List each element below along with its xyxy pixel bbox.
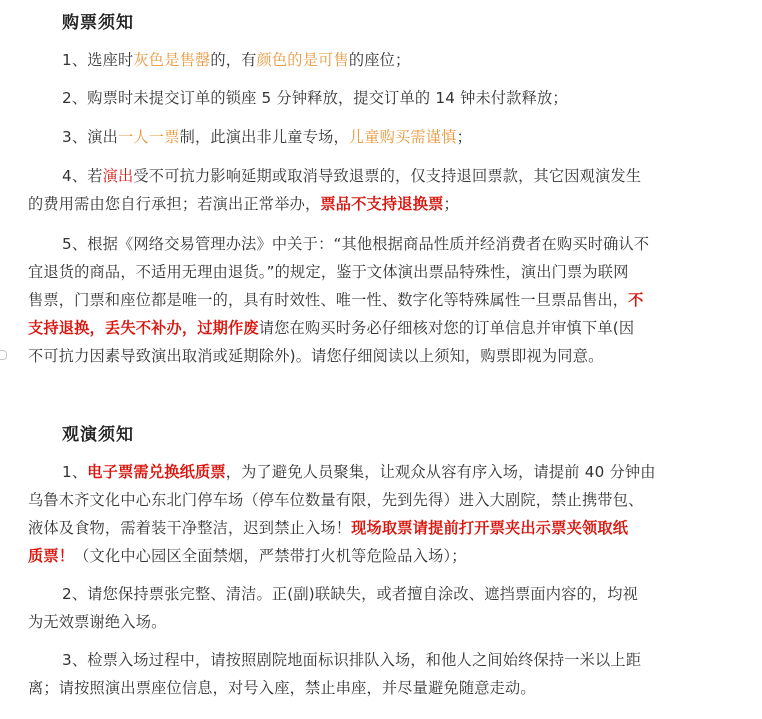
purchase-item-3-one-ticket-highlight: 一人一票 xyxy=(118,128,180,146)
viewing-item-1-line-1 xyxy=(62,462,656,482)
purchase-notice-title: 购票须知 xyxy=(62,13,134,33)
purchase-item-4-show-highlight: 演出 xyxy=(102,167,134,185)
viewing-item-3-line-1: 3、检票入场过程中，请按照剧院地面标识排队入场，和他人之间始终保持一米以上距 xyxy=(62,651,642,669)
purchase-item-1-text-e: 的座位； xyxy=(348,51,411,69)
viewing-item-1-pickup-highlight-end: 质票！ xyxy=(28,547,75,565)
purchase-item-3-children-highlight: 儿童购买需谨慎 xyxy=(348,128,457,146)
purchase-item-5-text-b: 请您在购买时务必仔细核对您的订单信息并审慎下单(因 xyxy=(258,319,635,337)
purchase-item-3-text-a: 3、演出 xyxy=(62,128,119,146)
viewing-item-1-text-f: （文化中心园区全面禁烟，严禁带打火机等危险品入场）； xyxy=(74,547,467,565)
purchase-item-3 xyxy=(62,127,472,147)
viewing-item-2-line-2: 为无效票谢绝入场。 xyxy=(28,613,167,631)
purchase-item-4-text-a: 4、若 xyxy=(62,167,103,185)
purchase-item-4-text-f: ； xyxy=(443,195,459,213)
purchase-item-1-text-c: 的，有 xyxy=(210,51,257,69)
purchase-item-4-line-1 xyxy=(62,166,641,186)
viewing-item-3-line-2: 离；请按照演出票座位信息，对号入座，禁止串座，并尽量避免随意走动。 xyxy=(28,679,536,697)
purchase-item-5-highlight-start: 不 xyxy=(628,291,644,309)
purchase-item-5-line-2: 宜退货的商品，不适用无理由退货。”的规定，鉴于文体演出票品特殊性，演出门票为联网 xyxy=(28,263,629,281)
viewing-notice-title: 观演须知 xyxy=(62,425,134,445)
viewing-item-1-line-3 xyxy=(28,518,628,538)
purchase-item-5-line-4 xyxy=(28,318,634,338)
purchase-item-2: 2、购票时未提交订单的锁座 5 分钟释放，提交订单的 14 钟未付款释放； xyxy=(62,89,568,107)
viewing-item-1-text-a: 1、 xyxy=(62,463,88,481)
purchase-item-1-soldout-highlight: 灰色是售罄 xyxy=(133,51,211,69)
purchase-item-5-line-3 xyxy=(28,290,644,310)
purchase-item-1-text-a: 1、选座时 xyxy=(62,51,134,69)
viewing-item-1-line-2: 乌鲁木齐文化中心东北门停车场（停车位数量有限，先到先得）进入大剧院，禁止携带包、 xyxy=(28,491,644,509)
viewing-item-1-line-4 xyxy=(28,546,467,566)
purchase-item-4-no-refund-highlight: 票品不支持退换票 xyxy=(320,195,444,213)
purchase-item-4-text-c: 受不可抗力影响延期或取消导致退票的，仅支持退回票款，其它因观演发生 xyxy=(133,167,642,185)
viewing-item-1-text-d: 液体及食物，需着装干净整洁，迟到禁止入场！ xyxy=(28,519,352,537)
viewing-item-1-text-c: ，为了避免人员聚集，让观众从容有序入场，请提前 40 分钟由 xyxy=(225,463,656,481)
scroll-edge-indicator xyxy=(0,350,7,360)
purchase-item-4-text-d: 的费用需由您自行承担；若演出正常举办， xyxy=(28,195,321,213)
viewing-item-1-paper-ticket-highlight: 电子票需兑换纸质票 xyxy=(87,463,226,481)
purchase-item-3-text-e: ； xyxy=(456,128,472,146)
purchase-item-4-line-2 xyxy=(28,194,459,214)
purchase-item-1-available-highlight: 颜色的是可售 xyxy=(256,51,349,69)
viewing-item-1-pickup-highlight: 现场取票请提前打开票夹出示票夹领取纸 xyxy=(351,519,629,537)
purchase-item-5-line-5: 不可抗力因素导致演出取消或延期除外)。请您仔细阅读以上须知，购票即视为同意。 xyxy=(28,347,604,365)
purchase-item-5-no-refund-highlight: 支持退换，丢失不补办，过期作废 xyxy=(28,319,259,337)
purchase-item-3-text-c: 制，此演出非儿童专场， xyxy=(179,128,349,146)
viewing-item-2-line-1: 2、请您保持票张完整、清洁。正(副)联缺失，或者擅自涂改、遮挡票面内容的，均视 xyxy=(62,585,639,603)
purchase-item-1 xyxy=(62,50,410,70)
purchase-item-5-text-a: 售票，门票和座位都是唯一的，具有时效性、唯一性、数字化等特殊属性一旦票品售出， xyxy=(28,291,629,309)
purchase-item-5-line-1: 5、根据《网络交易管理办法》中关于：“其他根据商品性质并经消费者在购买时确认不 xyxy=(62,235,650,253)
